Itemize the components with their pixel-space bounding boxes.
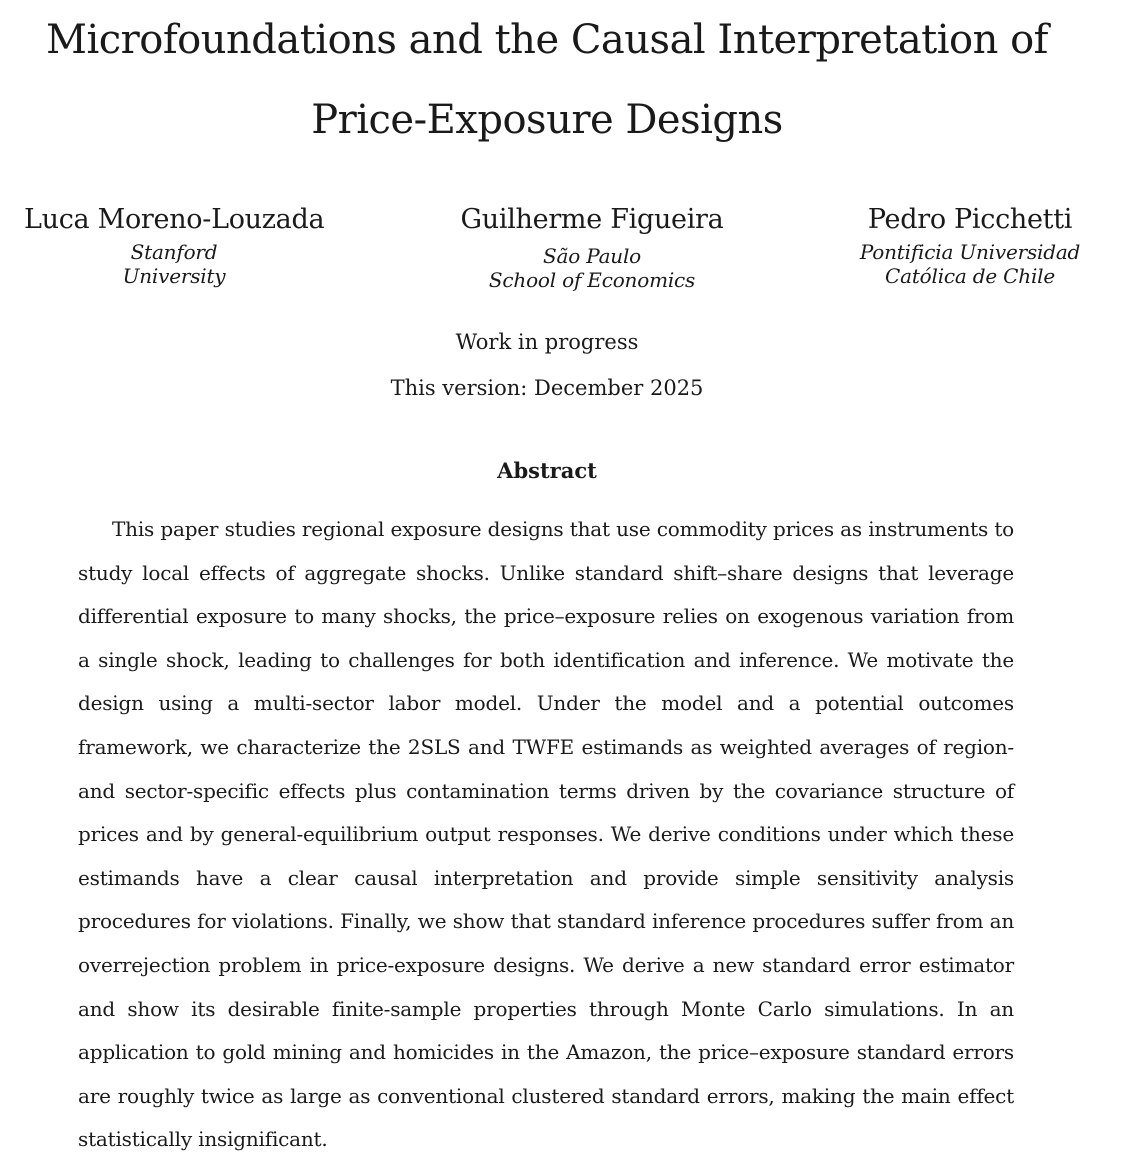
abstract-text: This paper studies regional exposure designs that use commodity prices as instruments to study local effects of aggregate shocks. Unlike standard shift–share designs that leverage differential exposure to many shocks, the price–exposure relies on exogenous variation from a single shock, leading to challenges for both identification and inference. We motivate the design using a multi-sector labor model. Under the model and a potential outcomes framework, we characterize the 2SLS and TWFE estimands as weighted averages of region- and sector-specific effects plus contamination terms driven by the covariance structure of prices and by general-equilibrium output responses. We derive conditions under which these estimands have a clear causal interpretation and provide simple sensitivity analysis procedures for violations. Finally, we show that standard inference procedures suffer from an overrejection problem in price-exposure designs. We derive a new standard error estimator and show its desirable finite-sample properties through Monte Carlo simulations. In an application to gold mining and homicides in the Amazon, the price–exposure standard errors are roughly twice as large as conventional clustered standard errors, making the main effect statistically insignificant.	[78, 517, 1014, 1152]
work-status: Work in progress	[455, 330, 639, 354]
author-name: Pedro Picchetti	[867, 204, 1073, 235]
affiliation-line: School of Economics	[488, 268, 696, 292]
affiliation-line: University	[122, 264, 226, 288]
author-2	[442, 200, 742, 292]
abstract-heading: Abstract	[497, 458, 597, 483]
author-1	[24, 200, 324, 288]
paper-title	[0, 0, 1094, 160]
affiliation-line: Católica de Chile	[885, 264, 1055, 288]
affiliation-line: Stanford	[130, 240, 218, 264]
author-block	[0, 200, 1134, 310]
author-affiliation	[840, 240, 1100, 288]
author-affiliation	[442, 244, 742, 292]
version-date: This version: December 2025	[390, 376, 704, 400]
affiliation-line: São Paulo	[542, 244, 642, 268]
author-affiliation	[24, 240, 324, 288]
author-name: Guilherme Figueira	[460, 204, 724, 235]
paper-title-line-1: Microfoundations and the Causal Interpretation of	[46, 17, 1048, 63]
author-name: Luca Moreno-Louzada	[24, 204, 325, 235]
affiliation-line: Pontificia Universidad	[859, 240, 1081, 264]
paper-title-line-2: Price-Exposure Designs	[311, 97, 783, 143]
author-3	[840, 200, 1100, 288]
